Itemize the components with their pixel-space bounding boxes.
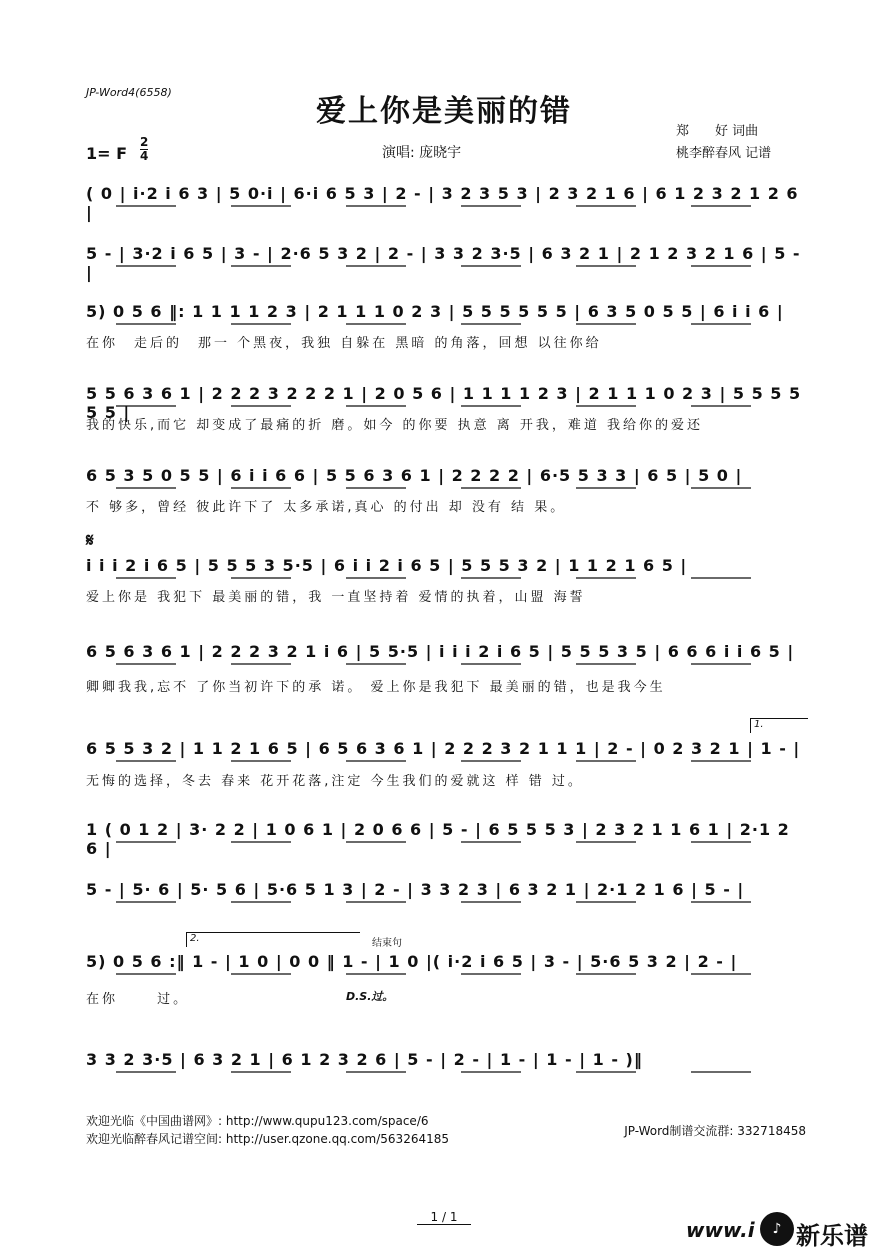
score-row-notes: 1 ( 0 1 2 | 3· 2 2 | 1 0 6 1 | 2 0 6 6 | 5 - | 6 5 5 5 3 | 2 3 2 1 1 6 1 | 2·1 2 6 | [86, 820, 790, 858]
score-row-notes: 6 5 3 5 0 5 5 | 6 i i 6 6 | 5 5 6 3 6 1 | 2 2 2 2 | 6·5 5 3 3 | 6 5 | 5 0 | [86, 466, 743, 485]
score-row-notes: 5 - | 5· 6 | 5· 5 6 | 5·6 5 1 3 | 2 - | 3 3 2 3 | 6 3 2 1 | 2·1 2 1 6 | 5 - | [86, 880, 745, 899]
score-row-lyric: 在你 过。 [86, 992, 190, 1007]
beam-lines [86, 876, 806, 906]
volta-1-label: 1. [754, 719, 764, 730]
composer-credit: 郑 好 词曲 [676, 124, 759, 139]
time-signature [140, 136, 148, 163]
beam-lines [86, 735, 806, 765]
score-row [86, 552, 806, 582]
score-row-lyric: 在你 走后的 那一 个黑夜，我独 自躲在 黑暗 的角落，回想 以往你给 [86, 336, 602, 351]
beam-lines [86, 816, 806, 846]
beam-lines [86, 240, 806, 270]
score-row-notes: 6 5 6 3 6 1 | 2 2 2 3 2 1 i 6 | 5 5·5 | i i i 2 i 6 5 | 5 5 5 3 5 | 6 6 6 i i 6 5 | [86, 642, 795, 661]
footer-group: JP-Word制谱交流群: 332718458 [624, 1124, 806, 1138]
score-row-notes: 6 5 5 3 2 | 1 1 2 1 6 5 | 6 5 6 3 6 1 | 2 2 2 3 2 1 1 1 | 2 - | 0 2 3 2 1 | 1 - | [86, 739, 801, 758]
software-label: JP-Word4(6558) [86, 86, 172, 99]
beam-lines [86, 552, 806, 582]
footer-line-1: 欢迎光临《中国曲谱网》: http://www.qupu123.com/space/6 [86, 1114, 429, 1128]
score-row [86, 180, 806, 222]
volta-1-bracket [750, 718, 808, 733]
beam-lines [86, 180, 806, 210]
beam-lines [86, 462, 806, 492]
score-row-lyric: 爱上你是 我犯下 最美丽的错，我 一直坚持着 爱情的执着，山盟 海誓 [86, 590, 586, 605]
score-row-notes: i i i 2 i 6 5 | 5 5 5 3 5·5 | 6 i i 2 i 6 5 | 5 5 5 3 2 | 1 1 2 1 6 5 | [86, 556, 688, 575]
volta-2-bracket [186, 932, 360, 947]
segno-sign: 𝄋 [86, 530, 94, 551]
score-row-lyric: 无悔的选择，冬去 春来 花开花落,注定 今生我们的爱就这 样 错 过。 [86, 774, 584, 789]
volta-2-label: 2. [190, 933, 200, 944]
transcriber-credit: 桃李醉春风 记谱 [676, 146, 772, 161]
score-row-lyric: 卿卿我我,忘不 了你当初许下的承 诺。 爱上你是我犯下 最美丽的错，也是我今生 [86, 680, 666, 695]
score-row [86, 380, 806, 422]
score-row-notes: 5 - | 3·2 i 6 5 | 3 - | 2·6 5 3 2 | 2 - | 3 3 2 3·5 | 6 3 2 1 | 2 1 2 3 2 1 6 | 5 - | [86, 244, 801, 282]
end-phrase-label: 结束句 [372, 938, 402, 949]
score-row-notes: ( 0 | i·2 i 6 3 | 5 0·i | 6·i 6 5 3 | 2 - | 3 2 3 5 3 | 2 3 2 1 6 | 6 1 2 3 2 1 2 6 | [86, 184, 799, 222]
watermark-site: www.i [686, 1218, 755, 1242]
score-row [86, 298, 806, 328]
watermark-logo-icon: ♪ [760, 1212, 794, 1246]
score-row [86, 1046, 806, 1076]
beam-lines [86, 638, 806, 668]
beam-lines [86, 1046, 806, 1076]
score-row [86, 876, 806, 906]
score-row-notes: 5) 0 5 6 ‖: 1 1 1 1 2 3 | 2 1 1 1 0 2 3 | 5 5 5 5 5 5 | 6 3 5 0 5 5 | 6 i i 6 | [86, 302, 784, 321]
score-row-notes: 5 5 6 3 6 1 | 2 2 2 3 2 2 2 1 | 2 0 5 6 | 1 1 1 1 2 3 | 2 1 1 1 0 2 3 | 5 5 5 5 5 5 | [86, 384, 802, 422]
ds-marking: D.S.过。 [346, 990, 394, 1003]
watermark-brand: 新乐谱 [796, 1222, 868, 1250]
singer-credit: 演唱: 庞晓宇 [382, 145, 462, 161]
score-row-lyric: 我的快乐,而它 却变成了最痛的折 磨。如今 的你要 执意 离 开我，难道 我给你的爱还 [86, 418, 704, 433]
beam-lines [86, 298, 806, 328]
score-row-notes: 5) 0 5 6 :‖ 1 - | 1 0 | 0 0 ‖ 1 - | 1 0 |( i·2 i 6 5 | 3 - | 5·6 5 3 2 | 2 - | [86, 952, 738, 971]
score-row [86, 240, 806, 282]
beam-lines [86, 948, 806, 978]
time-signature-bottom: 4 [140, 149, 149, 163]
page-number: 1 / 1 [0, 1210, 888, 1224]
score-row-lyric: 不 够多，曾经 彼此许下了 太多承诺,真心 的付出 却 没有 结 果。 [86, 500, 567, 515]
time-signature-top: 2 [140, 135, 149, 149]
score-row [86, 816, 806, 858]
score-row [86, 462, 806, 492]
song-title: 爱上你是美丽的错 [316, 94, 572, 129]
score-row-notes: 3 3 2 3·5 | 6 3 2 1 | 6 1 2 3 2 6 | 5 - | 2 - | 1 - | 1 - | 1 - )‖ [86, 1050, 643, 1069]
beam-lines [86, 380, 806, 410]
key-signature: 1= F [86, 144, 128, 163]
score-row [86, 638, 806, 668]
score-row [86, 735, 806, 765]
footer-line-2: 欢迎光临醉春风记谱空间: http://user.qzone.qq.com/563264185 [86, 1132, 450, 1146]
score-row [86, 948, 806, 978]
